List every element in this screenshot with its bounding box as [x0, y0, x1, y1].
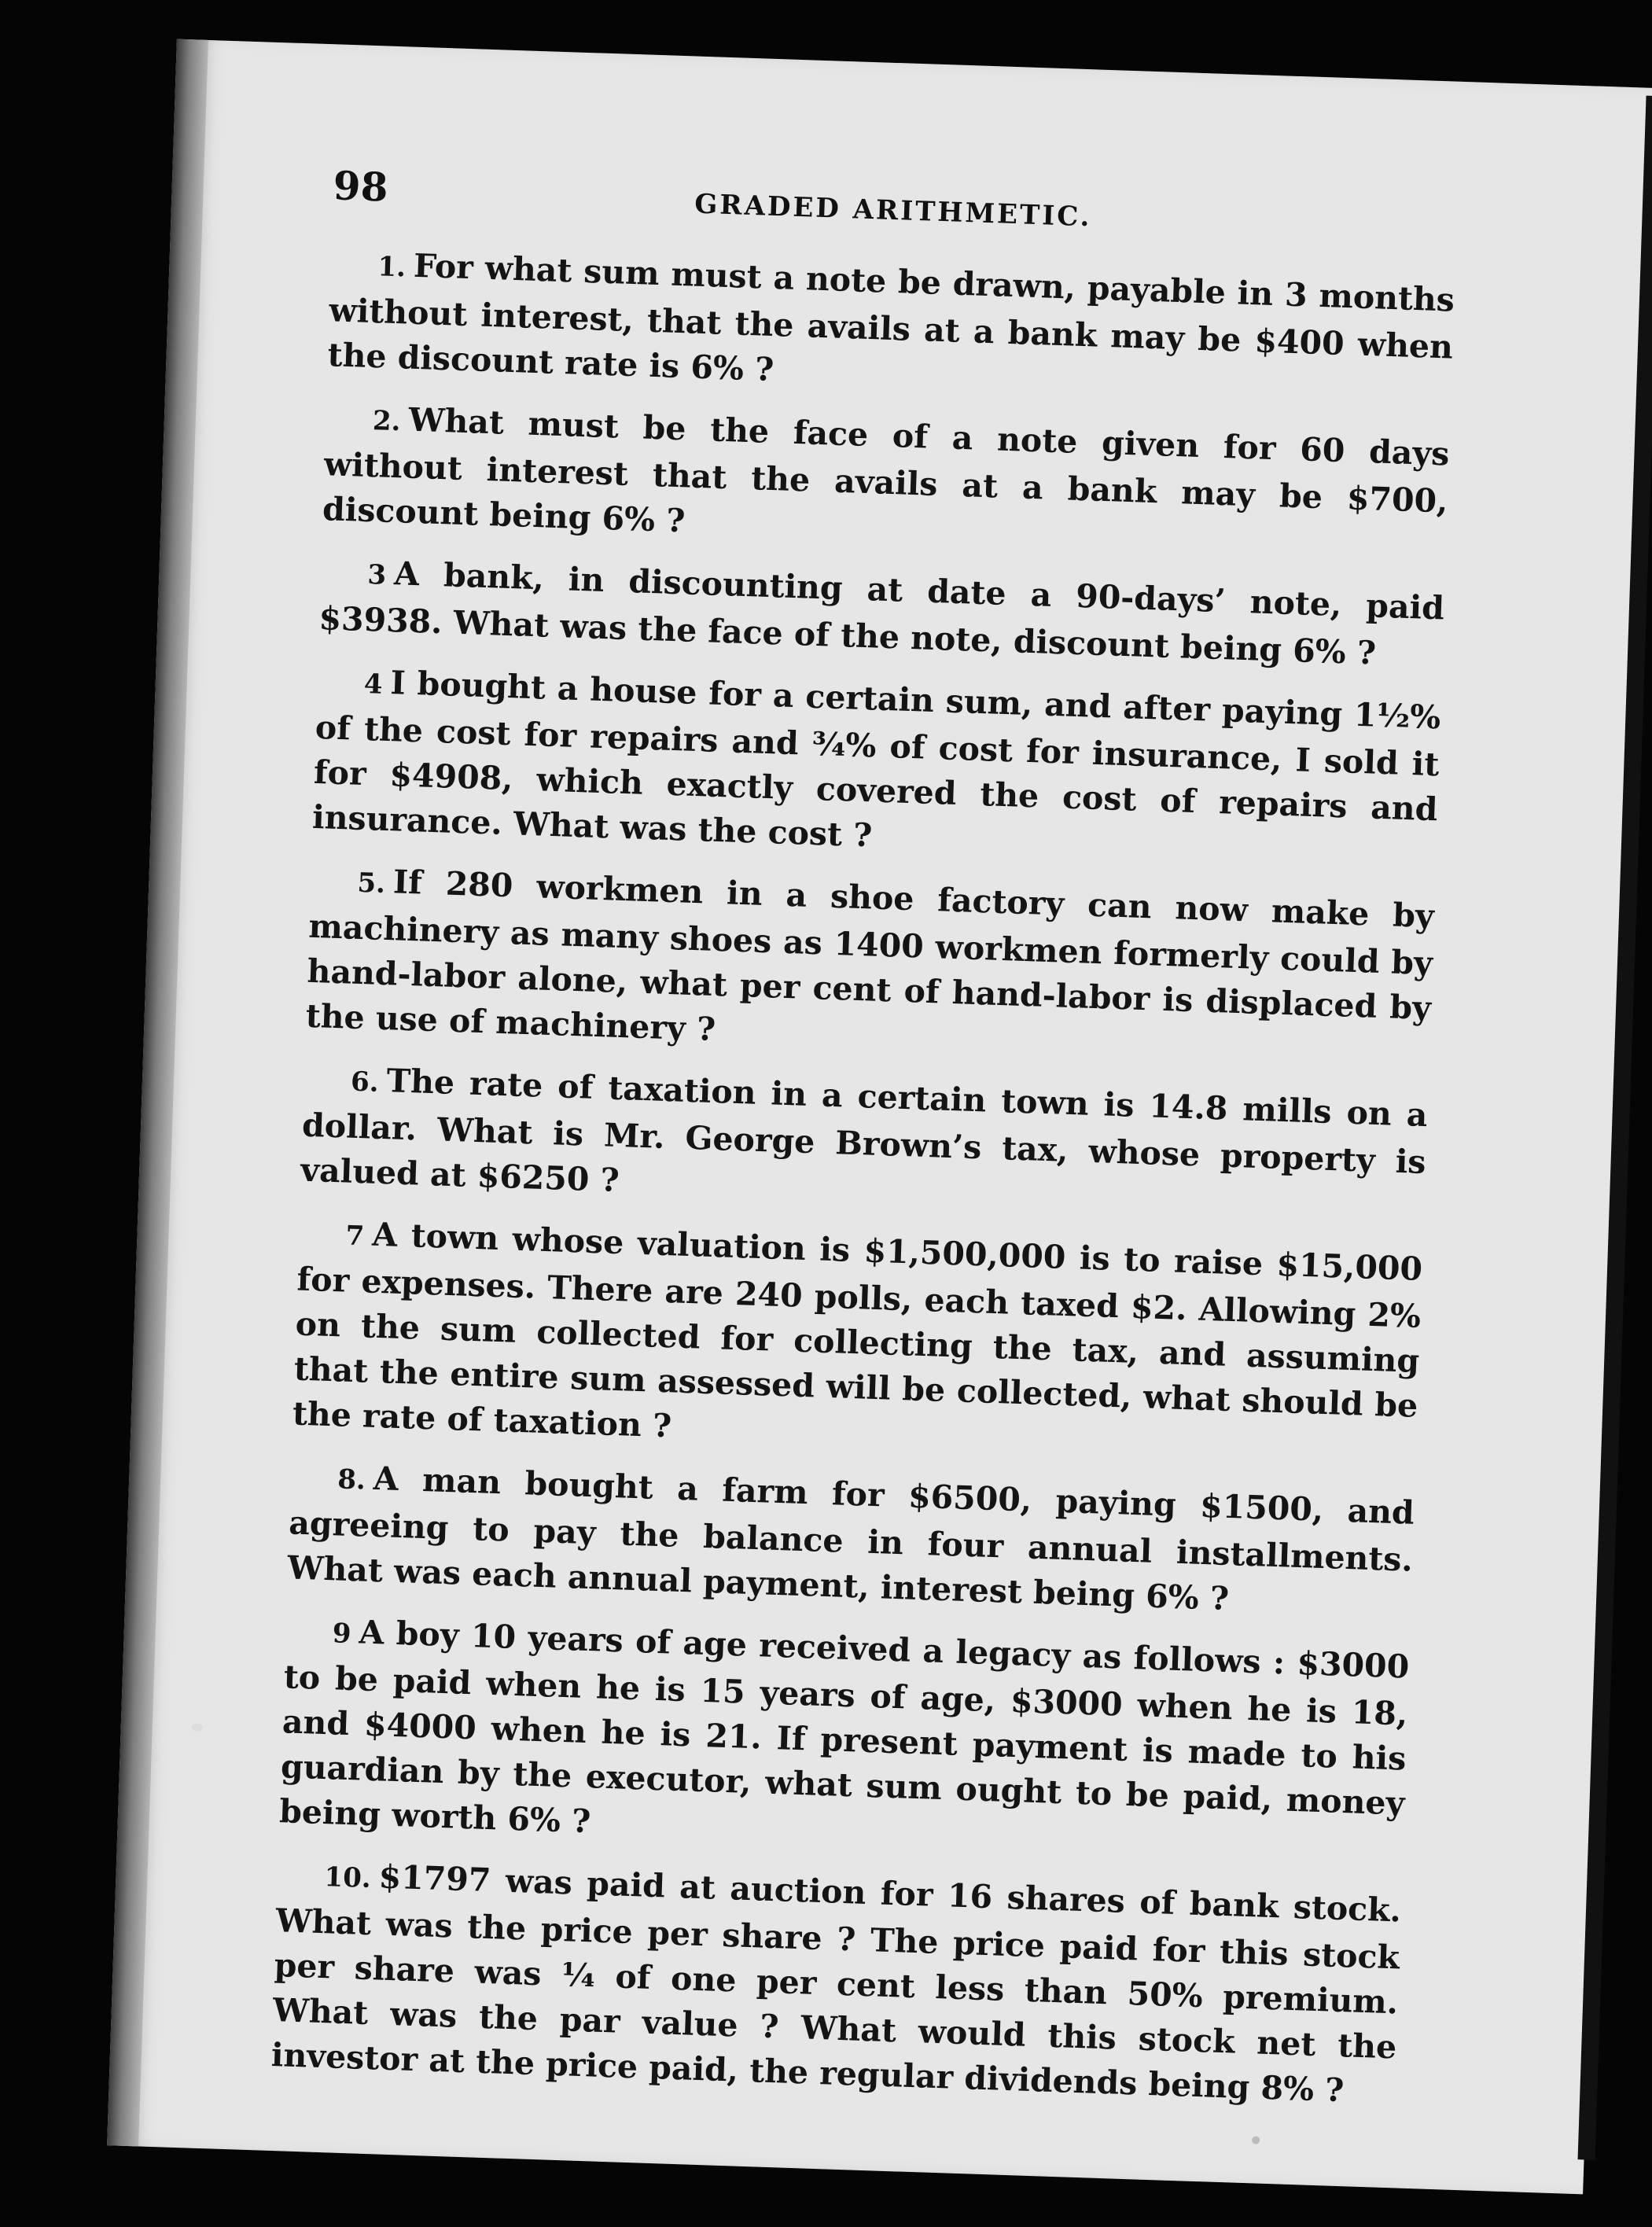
problem-item	[287, 1453, 1415, 1627]
problem-item	[305, 857, 1435, 1076]
problem-text: I bought a house for a certain sum, and after paying 1½% of the cost for repairs and ¾% of cost for insurance, I sold it for $4908, which exactly covered the cost of repairs and insurance. What was the cost ?	[311, 664, 1442, 855]
problem-item	[270, 1851, 1402, 2115]
problem-number: 6.	[350, 1066, 380, 1099]
problem-item	[318, 549, 1445, 678]
problem-number: 1.	[377, 251, 407, 284]
problem-item	[322, 395, 1450, 569]
problem-number: 3	[366, 559, 387, 591]
book-page	[107, 39, 1652, 2195]
problem-number: 9	[332, 1618, 352, 1651]
problem-text: A bank, in discounting at date a 90-days’ note, paid $3938. What was the face of the note, discount being 6% ?	[318, 554, 1445, 672]
scan-speck	[1252, 2136, 1260, 2144]
problem-number: 4	[363, 668, 384, 701]
problem-text: What must be the face of a note given for 60 days without interest that the avails at a bank may be $700, discount being 6% ?	[322, 400, 1451, 540]
problem-number: 10.	[323, 1861, 372, 1895]
problem-text: A man bought a farm for $6500, paying $1500, and agreeing to pay the balance in four annual installments. What was each annual payment, interest being 6% ?	[286, 1459, 1415, 1618]
problem-number: 5.	[356, 867, 386, 900]
problem-number: 2.	[372, 405, 402, 438]
problem-text: For what sum must a note be drawn, payable in 3 months without interest, that the avails at a bank may be $400 when the discount rate is 6% ?	[326, 246, 1455, 388]
problem-item	[300, 1056, 1428, 1230]
page-content	[270, 162, 1458, 2132]
problem-text: $1797 was paid at auction for 16 shares of bank stock. What was the price per share ? The price paid for this stock per share was ¼ of one per cent less than 50% premium. What was the par value ? What would this stock net the investor at the price paid, the regular dividends being 8% ?	[270, 1857, 1402, 2110]
problem-item	[311, 658, 1441, 877]
page-number: 98	[332, 162, 389, 211]
scan-speck	[192, 1723, 203, 1731]
problem-text: If 280 workmen in a shoe factory can now make by machinery as many shoes as 1400 workmen formerly could by hand-labor alone, what per cent of hand-labor is displaced by the use of machinery ?	[305, 863, 1435, 1048]
problem-list	[270, 241, 1455, 2115]
problem-number: 7	[344, 1220, 365, 1253]
running-head: GRADED ARITHMETIC.	[694, 188, 1093, 234]
problem-item	[278, 1607, 1410, 1871]
problem-text: A boy 10 years of age received a legacy as follows : $3000 to be paid when he is 15 years of age, $3000 when he is 18, and $4000 when he is 21. If present payment is made to his guardian by the executor, what sum ought to be paid, money being worth 6% ?	[278, 1613, 1410, 1841]
problem-text: The rate of taxation in a certain town is 14.8 mills on a dollar. What is Mr. George Brown’s tax, whose property is valued at $6250 ?	[300, 1062, 1429, 1200]
problem-text: A town whose valuation is $1,500,000 is to raise $15,000 for expenses. There are 240 polls, each taxed $2. Allowing 2% on the sum collected for collecting the tax, and assuming that the entire sum assessed will be collected, what should be the rate of taxation ?	[292, 1215, 1423, 1445]
problem-number: 8.	[337, 1463, 366, 1496]
problem-item	[292, 1210, 1423, 1474]
